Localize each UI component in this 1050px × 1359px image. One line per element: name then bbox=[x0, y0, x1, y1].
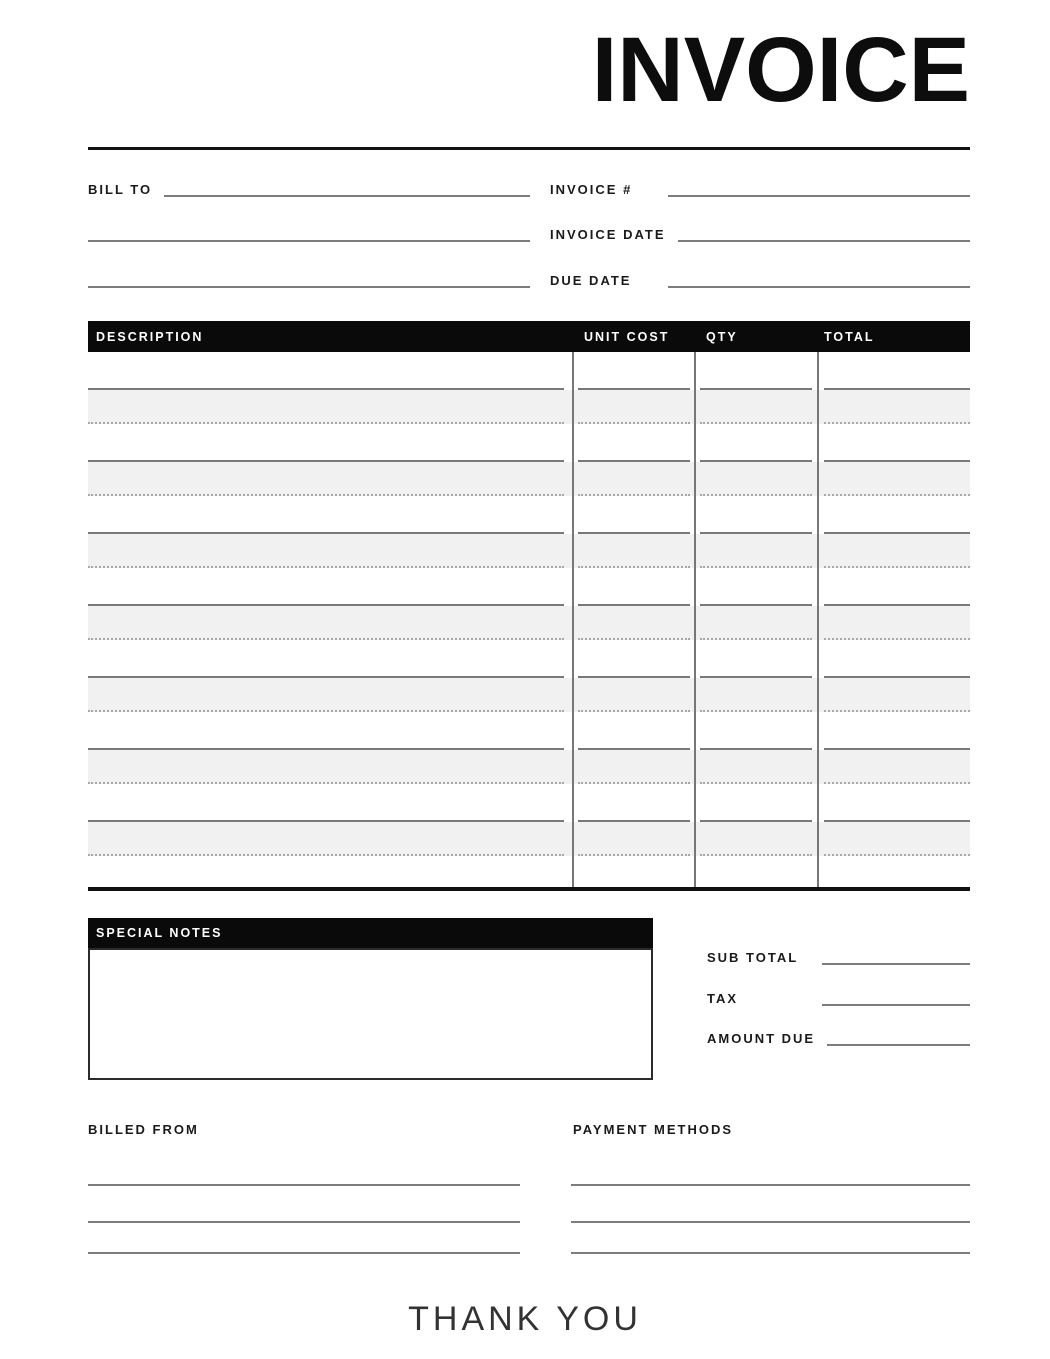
unit-cost-cell[interactable] bbox=[578, 606, 690, 640]
subtotal-label: SUB TOTAL bbox=[707, 950, 799, 965]
special-notes-box[interactable] bbox=[88, 948, 653, 1080]
qty-cell[interactable] bbox=[700, 568, 812, 606]
item-row-alt bbox=[88, 678, 970, 712]
item-row bbox=[88, 784, 970, 822]
bill-to-label: BILL TO bbox=[88, 182, 153, 197]
invoice-date-label: INVOICE DATE bbox=[550, 227, 666, 242]
total-cell[interactable] bbox=[824, 750, 970, 784]
invoice-number-row bbox=[550, 177, 970, 197]
unit-cost-cell[interactable] bbox=[578, 712, 690, 750]
due-date-line[interactable] bbox=[668, 286, 970, 288]
qty-cell[interactable] bbox=[700, 712, 812, 750]
qty-cell[interactable] bbox=[700, 640, 812, 678]
qty-cell[interactable] bbox=[700, 424, 812, 462]
total-cell[interactable] bbox=[824, 568, 970, 606]
total-cell[interactable] bbox=[824, 534, 970, 568]
qty-cell[interactable] bbox=[700, 784, 812, 822]
item-row-alt bbox=[88, 822, 970, 856]
description-cell[interactable] bbox=[88, 352, 564, 390]
item-row bbox=[88, 856, 970, 887]
item-row-alt bbox=[88, 534, 970, 568]
unit-cost-cell[interactable] bbox=[578, 640, 690, 678]
header-qty: QTY bbox=[706, 329, 738, 344]
invoice-number-label: INVOICE # bbox=[550, 182, 633, 197]
bill-to-line-1[interactable] bbox=[164, 195, 530, 197]
total-cell[interactable] bbox=[824, 640, 970, 678]
amount-due-row bbox=[707, 1026, 970, 1046]
special-notes-section bbox=[88, 918, 653, 1080]
tax-label: TAX bbox=[707, 991, 739, 1006]
unit-cost-cell[interactable] bbox=[578, 856, 690, 887]
qty-cell[interactable] bbox=[700, 390, 812, 424]
tax-line[interactable] bbox=[822, 1004, 970, 1006]
subtotal-row bbox=[707, 945, 970, 965]
qty-cell[interactable] bbox=[700, 750, 812, 784]
table-bottom-bar bbox=[88, 887, 970, 891]
header-unit-cost: UNIT COST bbox=[584, 329, 670, 344]
item-row bbox=[88, 424, 970, 462]
item-row bbox=[88, 640, 970, 678]
due-date-label: DUE DATE bbox=[550, 273, 632, 288]
total-cell[interactable] bbox=[824, 678, 970, 712]
table-header-row bbox=[88, 321, 970, 352]
invoice-date-row bbox=[550, 222, 970, 242]
qty-cell[interactable] bbox=[700, 496, 812, 534]
total-cell[interactable] bbox=[824, 462, 970, 496]
payment-methods-line-2[interactable] bbox=[571, 1221, 970, 1223]
description-cell[interactable] bbox=[88, 822, 564, 856]
description-cell[interactable] bbox=[88, 856, 564, 887]
total-cell[interactable] bbox=[824, 424, 970, 462]
billed-from-line-2[interactable] bbox=[88, 1221, 520, 1223]
unit-cost-cell[interactable] bbox=[578, 784, 690, 822]
payment-methods-line-3[interactable] bbox=[571, 1252, 970, 1254]
billed-from-line-3[interactable] bbox=[88, 1252, 520, 1254]
unit-cost-cell[interactable] bbox=[578, 352, 690, 390]
billed-from-line-1[interactable] bbox=[88, 1184, 520, 1186]
description-cell[interactable] bbox=[88, 496, 564, 534]
invoice-number-line[interactable] bbox=[668, 195, 970, 197]
billed-from-label: BILLED FROM bbox=[88, 1122, 199, 1137]
unit-cost-cell[interactable] bbox=[578, 462, 690, 496]
payment-methods-label: PAYMENT METHODS bbox=[573, 1122, 734, 1137]
amount-due-label: AMOUNT DUE bbox=[707, 1031, 816, 1046]
table-body bbox=[88, 352, 970, 887]
item-row bbox=[88, 568, 970, 606]
total-cell[interactable] bbox=[824, 822, 970, 856]
item-row bbox=[88, 496, 970, 534]
thank-you-text: THANK YOU bbox=[408, 1300, 642, 1338]
qty-cell[interactable] bbox=[700, 534, 812, 568]
item-row-alt bbox=[88, 462, 970, 496]
qty-cell[interactable] bbox=[700, 822, 812, 856]
total-cell[interactable] bbox=[824, 352, 970, 390]
qty-cell[interactable] bbox=[700, 352, 812, 390]
description-cell[interactable] bbox=[88, 750, 564, 784]
description-cell[interactable] bbox=[88, 390, 564, 424]
description-cell[interactable] bbox=[88, 462, 564, 496]
total-cell[interactable] bbox=[824, 712, 970, 750]
column-divider bbox=[817, 352, 819, 887]
due-date-row bbox=[550, 268, 970, 288]
line-items-table bbox=[88, 321, 970, 891]
qty-cell[interactable] bbox=[700, 678, 812, 712]
unit-cost-cell[interactable] bbox=[578, 568, 690, 606]
unit-cost-cell[interactable] bbox=[578, 678, 690, 712]
bill-to-row bbox=[88, 268, 530, 288]
unit-cost-cell[interactable] bbox=[578, 534, 690, 568]
tax-row bbox=[707, 986, 970, 1006]
description-cell[interactable] bbox=[88, 424, 564, 462]
unit-cost-cell[interactable] bbox=[578, 496, 690, 534]
bill-to-line-3[interactable] bbox=[88, 286, 530, 288]
item-row bbox=[88, 712, 970, 750]
description-cell[interactable] bbox=[88, 606, 564, 640]
item-row-alt bbox=[88, 606, 970, 640]
header-description: DESCRIPTION bbox=[96, 329, 204, 344]
page-title: INVOICE bbox=[591, 19, 970, 121]
bill-to-row bbox=[88, 222, 530, 242]
description-cell[interactable] bbox=[88, 678, 564, 712]
title-divider bbox=[88, 147, 970, 150]
unit-cost-cell[interactable] bbox=[578, 750, 690, 784]
bill-to-line-2[interactable] bbox=[88, 240, 530, 242]
total-cell[interactable] bbox=[824, 390, 970, 424]
item-row bbox=[88, 352, 970, 390]
special-notes-label: SPECIAL NOTES bbox=[96, 926, 223, 940]
header-total: TOTAL bbox=[824, 329, 875, 344]
description-cell[interactable] bbox=[88, 568, 564, 606]
payment-methods-line-1[interactable] bbox=[571, 1184, 970, 1186]
item-row-alt bbox=[88, 390, 970, 424]
unit-cost-cell[interactable] bbox=[578, 822, 690, 856]
total-cell[interactable] bbox=[824, 606, 970, 640]
item-row-alt bbox=[88, 750, 970, 784]
total-cell[interactable] bbox=[824, 856, 970, 887]
qty-cell[interactable] bbox=[700, 606, 812, 640]
unit-cost-cell[interactable] bbox=[578, 424, 690, 462]
description-cell[interactable] bbox=[88, 534, 564, 568]
description-cell[interactable] bbox=[88, 712, 564, 750]
column-divider bbox=[694, 352, 696, 887]
invoice-date-line[interactable] bbox=[678, 240, 971, 242]
amount-due-line[interactable] bbox=[827, 1044, 970, 1046]
total-cell[interactable] bbox=[824, 496, 970, 534]
qty-cell[interactable] bbox=[700, 462, 812, 496]
total-cell[interactable] bbox=[824, 784, 970, 822]
unit-cost-cell[interactable] bbox=[578, 390, 690, 424]
description-cell[interactable] bbox=[88, 640, 564, 678]
subtotal-line[interactable] bbox=[822, 963, 970, 965]
column-divider bbox=[572, 352, 574, 887]
description-cell[interactable] bbox=[88, 784, 564, 822]
special-notes-header bbox=[88, 918, 653, 948]
bill-to-row bbox=[88, 177, 530, 197]
qty-cell[interactable] bbox=[700, 856, 812, 887]
